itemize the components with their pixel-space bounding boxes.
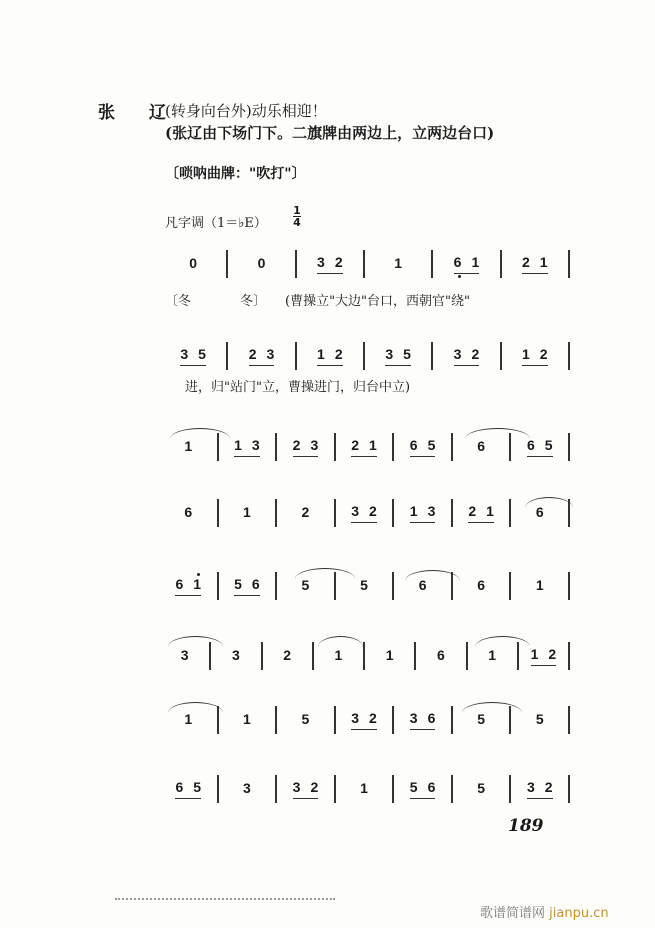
note-group <box>317 254 343 274</box>
measure <box>433 342 499 370</box>
note: 1 <box>369 437 377 453</box>
measure <box>277 499 334 527</box>
note: 6 <box>184 503 193 520</box>
note: 0 <box>257 254 266 271</box>
note: 1 <box>242 710 251 727</box>
measure <box>336 433 393 461</box>
watermark-en: jianpu.cn <box>549 906 609 921</box>
note-group <box>232 647 240 666</box>
note: 6 <box>418 576 427 593</box>
note-group <box>234 437 260 457</box>
slur <box>168 702 223 713</box>
note: 3 <box>453 346 462 362</box>
note-group <box>386 647 394 666</box>
note: 1 <box>535 576 544 593</box>
note: 6 <box>427 710 436 726</box>
note-group <box>410 503 436 523</box>
note: 3 <box>351 710 360 726</box>
note: 3 <box>180 646 189 663</box>
note: 1 <box>317 346 325 362</box>
slur <box>318 636 363 647</box>
note-group <box>351 503 377 523</box>
measure <box>365 342 431 370</box>
note: 6 <box>526 437 535 453</box>
note: 1 <box>522 346 530 362</box>
measure <box>219 572 276 600</box>
note: 3 <box>251 437 260 453</box>
note: 2 <box>301 503 310 520</box>
note-group <box>184 438 192 457</box>
note-group <box>243 780 251 799</box>
note-group <box>283 647 291 666</box>
measure <box>160 572 217 600</box>
note: 1 <box>234 437 242 453</box>
note-group <box>531 646 557 666</box>
note-group <box>293 779 319 799</box>
measure <box>160 499 217 527</box>
stage-direction-3: 进，归"站门"立，曹操进门，归台中立) <box>185 380 411 395</box>
note: 6 <box>436 646 445 663</box>
note-group <box>488 647 496 666</box>
measure <box>277 775 334 803</box>
note-group <box>181 647 189 666</box>
note: 6 <box>251 576 260 592</box>
time-bottom: 4 <box>293 216 301 229</box>
measure <box>297 250 363 278</box>
note-group <box>394 255 402 274</box>
note: 2 <box>369 503 377 519</box>
measure <box>365 250 431 278</box>
note: 5 <box>403 346 411 362</box>
note: 5 <box>360 576 368 593</box>
note: 1 <box>334 646 343 663</box>
note: 1 <box>184 710 193 727</box>
measure <box>277 433 334 461</box>
note-group <box>258 255 266 274</box>
measure <box>502 342 568 370</box>
note-group <box>189 255 197 274</box>
barline <box>568 642 570 670</box>
note: 6 <box>453 254 462 270</box>
score-row <box>160 342 570 370</box>
measure <box>277 706 334 734</box>
note-group <box>302 577 310 596</box>
note-group <box>410 437 436 457</box>
measure <box>416 642 465 670</box>
note: 5 <box>477 779 486 796</box>
slur <box>170 428 230 439</box>
stage-direction-2: (曹操立"大边"台口，西朝官"绕" <box>285 294 470 309</box>
note: 6 <box>535 503 544 520</box>
score-row <box>160 250 570 278</box>
slur <box>295 568 355 579</box>
note: 2 <box>548 646 557 662</box>
note-group <box>180 346 206 366</box>
note: 5 <box>477 710 486 727</box>
watermark-cn: 歌谱简谱网 <box>480 906 546 921</box>
note: 2 <box>369 710 377 726</box>
measure <box>219 775 276 803</box>
measure <box>336 706 393 734</box>
measure <box>433 250 499 278</box>
note: 5 <box>234 576 242 592</box>
note-group <box>293 437 319 457</box>
note: 1 <box>471 254 480 270</box>
note: 3 <box>310 437 319 453</box>
measure <box>228 342 294 370</box>
score-row <box>160 499 570 527</box>
note: 6 <box>175 779 184 795</box>
barline <box>568 250 570 278</box>
note: 3 <box>292 779 301 795</box>
note-group <box>243 504 251 523</box>
note: 2 <box>539 346 548 362</box>
note-group <box>360 780 368 799</box>
note: 6 <box>175 576 184 592</box>
lyric-drum-b: 冬〕 <box>240 294 267 309</box>
note-group <box>317 346 343 366</box>
speaker-name: 张 辽 <box>98 103 180 123</box>
note-group <box>249 346 275 366</box>
note-group <box>184 711 192 730</box>
note: 2 <box>468 503 477 519</box>
note: 6 <box>477 437 486 454</box>
note: 3 <box>242 779 251 796</box>
measure <box>511 572 568 600</box>
time-signature <box>293 205 301 228</box>
note: 2 <box>334 346 343 362</box>
lyric-drum-a: 〔冬 <box>165 294 192 309</box>
measure <box>394 499 451 527</box>
measure <box>297 342 363 370</box>
note-group <box>536 711 544 730</box>
note: 2 <box>283 646 292 663</box>
slur <box>465 428 530 439</box>
measure <box>263 642 312 670</box>
tune-title: 〔唢呐曲牌："吹打"〕 <box>165 166 306 182</box>
dialogue-line: (转身向台外)动乐相迎！ <box>165 102 327 120</box>
note-group <box>477 711 485 730</box>
note-group <box>437 647 445 666</box>
measure <box>219 706 276 734</box>
note: 1 <box>242 503 251 520</box>
note-group <box>454 254 480 274</box>
barline <box>568 706 570 734</box>
note-group <box>360 577 368 596</box>
note: 3 <box>351 503 360 519</box>
note: 1 <box>394 254 403 271</box>
measure <box>511 775 568 803</box>
note-group <box>454 346 480 366</box>
measure <box>228 250 294 278</box>
note-group <box>243 711 251 730</box>
slur <box>462 702 522 713</box>
barline <box>568 572 570 600</box>
note: 3 <box>231 646 240 663</box>
note: 2 <box>334 254 343 270</box>
note: 5 <box>427 437 436 453</box>
key-signature: 凡字调（1＝♭E） <box>165 216 267 231</box>
note-group <box>302 504 310 523</box>
note: 1 <box>385 646 394 663</box>
note-group <box>522 346 548 366</box>
note: 2 <box>351 437 360 453</box>
note-group <box>175 576 201 596</box>
barline <box>568 775 570 803</box>
barline <box>568 342 570 370</box>
note: 3 <box>385 346 394 362</box>
measure <box>502 250 568 278</box>
scan-artifact <box>115 898 335 900</box>
note: 0 <box>189 254 198 271</box>
measure <box>394 433 451 461</box>
note-group <box>351 437 377 457</box>
note: 5 <box>535 710 544 727</box>
note-group <box>334 647 342 666</box>
note: 2 <box>544 779 553 795</box>
measure <box>336 775 393 803</box>
slur <box>475 636 530 647</box>
note: 6 <box>477 576 486 593</box>
note: 5 <box>193 779 202 795</box>
note-group <box>468 503 494 523</box>
measure <box>453 572 510 600</box>
note: 1 <box>486 503 494 519</box>
note: 5 <box>544 437 553 453</box>
note: 1 <box>184 437 193 454</box>
note-group <box>351 710 377 730</box>
note: 3 <box>427 503 436 519</box>
measure <box>336 499 393 527</box>
note-group <box>536 577 544 596</box>
time-top: 1 <box>293 204 301 217</box>
score-row <box>160 775 570 803</box>
note-group <box>527 437 553 457</box>
measure <box>160 775 217 803</box>
slur <box>168 636 223 647</box>
measure <box>160 342 226 370</box>
note-group <box>410 710 436 730</box>
measure <box>365 642 414 670</box>
note: 1 <box>530 646 539 662</box>
measure <box>219 499 276 527</box>
note: 2 <box>471 346 480 362</box>
note-group <box>477 780 485 799</box>
note: 6 <box>427 779 436 795</box>
note-group <box>184 504 192 523</box>
note: 2 <box>522 254 530 270</box>
note-group <box>522 254 548 274</box>
note-group <box>385 346 411 366</box>
note: 3 <box>409 710 418 726</box>
note-group <box>477 577 485 596</box>
note: 2 <box>292 437 301 453</box>
note-group <box>234 576 260 596</box>
note: 1 <box>488 646 497 663</box>
watermark <box>480 902 609 921</box>
measure <box>160 250 226 278</box>
note: 5 <box>409 779 418 795</box>
note-group <box>302 711 310 730</box>
note-group <box>527 779 553 799</box>
note: 5 <box>301 710 310 727</box>
note-group <box>410 779 436 799</box>
measure <box>394 775 451 803</box>
note-group <box>477 438 485 457</box>
note: 1 <box>409 503 418 519</box>
note: 5 <box>301 576 310 593</box>
measure <box>394 706 451 734</box>
note: 1 <box>539 254 548 270</box>
note: 1 <box>193 576 202 592</box>
measure <box>453 775 510 803</box>
note: 2 <box>248 346 257 362</box>
note: 1 <box>360 779 368 796</box>
barline <box>568 433 570 461</box>
note-group <box>175 779 201 799</box>
note: 3 <box>317 254 325 270</box>
score-row <box>160 572 570 600</box>
note: 6 <box>409 437 418 453</box>
note: 3 <box>526 779 535 795</box>
note: 2 <box>310 779 319 795</box>
page-number: 189 <box>508 816 544 836</box>
note: 5 <box>198 346 206 362</box>
measure <box>453 499 510 527</box>
stage-direction: (张辽由下场门下。二旗牌由两边上，立两边台口) <box>165 124 495 142</box>
note: 3 <box>266 346 275 362</box>
note: 3 <box>180 346 189 362</box>
